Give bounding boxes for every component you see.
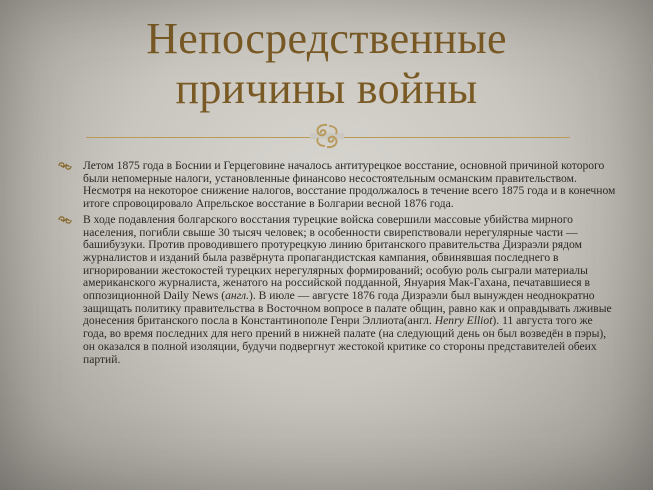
slide-body [58, 160, 618, 369]
paragraph-1: Летом 1875 года в Боснии и Герцеговине началось антитурецкое восстание, основной причиной которого были непомерные налоги, установленные финансово несостоятельным османским правительством. Несмотря на некоторое снижение налогов, восстание продолжалось в течение всего 1875 года и в конечном итоге спровоцировало Апрельское восстание в Болгарии весной 1876 года. [83, 159, 616, 211]
scroll-bullet-icon [58, 215, 72, 225]
list-item [58, 214, 618, 366]
paragraph-2 [83, 214, 618, 366]
scroll-bullet-icon [58, 161, 72, 171]
title-line-1: Непосредственные [146, 14, 507, 63]
list-item [58, 160, 618, 211]
paragraph-2-italic-a: англ. [225, 289, 249, 303]
slide-title [0, 14, 653, 114]
title-line-2: причины войны [175, 64, 478, 113]
paragraph-2-italic-b: Henry Elliot [434, 314, 493, 328]
paragraph-2-part-a: В ходе подавления болгарского восстания турецкие войска совершили массовые убийства мирного населения, погибли свыше 30 тысяч человек; в особенности свирепствовали нерегулярные части — башибузуки. Против проводившего протурецкую линию британского правительства Дизраэли рядом журналистов и изданий была развёрнута пропагандистская кампания, обвинявшая последнего в игнорировании жестокостей турецких нерегулярных формирований; особую роль сыграли материалы американского журналиста, женатого на российской подданной, Януария Мак-Гахана, печатавшиеся в оппозиционной Daily News ( [83, 212, 590, 303]
scroll-ornament-icon [307, 121, 347, 151]
paragraph-2-part-c: ). 11 августа того же года, во время последних для него прений в нижней палате (на следующий день он был возведён в пэры), он оказался в полной изоляции, будучи подвергнут жестокой критике со стороны представителей обеих партий. [83, 314, 607, 366]
paragraph-2-part-b: ). В июле — августе 1876 года Дизраэли был вынужден неоднократно защищать политику правительства в Восточном вопросе в палате общин, равно как и оправдывать лживые донесения британского посла в Константинополе Генри Эллиота(англ. [83, 289, 612, 328]
